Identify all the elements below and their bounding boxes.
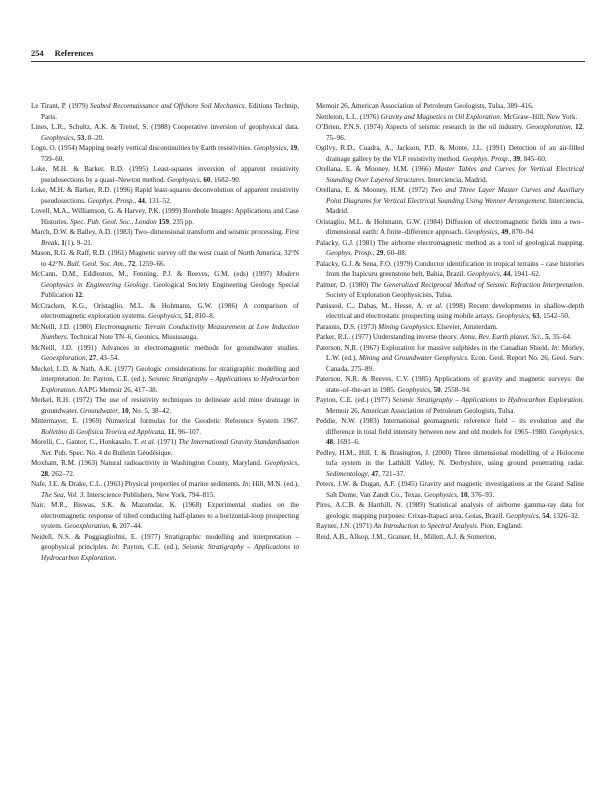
reference-entry: Morelli, C., Gantor, C., Honkasalo, T. et al. (1971) The International Gravity Standardisation Net. Pub. Spec. No. 4 du Bulletin Géodésique.: [31, 438, 299, 457]
reference-entry: Mittermayer, E. (1969) Numerical formulas for the Geodetic Reference System 1967. Bolletino di Geofisica Teorica ed Applicata, 11, 96–107.: [31, 417, 299, 436]
reference-entry: O’Brien, P.N.S. (1974) Aspects of seismic research in the oil industry. Geoexploration, 12, 75–96.: [316, 123, 585, 142]
reference-entry: Parasnis, D.S. (1973) Mining Geophysics. Elsevier, Amsterdam.: [316, 322, 498, 331]
reference-entry: Pires, A.C.B. & Harthill, N. (1989) Statistical analysis of airborne gamma-ray data for geologic mapping purposes: Crixas-Itapaci area, Goias, Brazil. Geophysics, 54, 1326–32.: [316, 501, 584, 520]
reference-entry: Parker, R.L. (1977) Understanding inverse theory. Annu. Rev. Earth planet. Sci., 5, 35–64.: [316, 333, 572, 341]
reference-entry: McNeill, J.D. (1980) Electromagnetic Terrain Conductivity Measurement at Low Induction Numbers. Technical Note TN–6, Geonics, Mississauga.: [31, 322, 300, 341]
reference-entry: Orellana, E. & Mooney, H.M. (1966) Master Tables and Curves for Vertical Electrical Sounding Over Layered Structures. Interciencia, Madrid.: [316, 165, 584, 184]
reference-column-right: [316, 101, 584, 542]
reference-entry: Paterson, N.R. (1967) Exploration for massive sulphides in the Canadian Shield. In: Morley, L.W. (ed.), Mining and Groundwater Geophysics. Econ. Geol. Report No. 26, Geol. Surv. Canada, 275–89.: [316, 343, 584, 373]
reference-entry: March, D.W. & Bailey, A.D. (1983) Two–dimensional transform and seismic processing. First Break, 1(1), 9–21.: [31, 228, 299, 247]
reference-entry: Oristaglio, M.L. & Hohmann, G.W. (1984) Diffusion of electromagnetic fields into a two–dimensional earth: A finite–difference approach. Geophysics, 49, 870–94.: [316, 217, 584, 236]
reference-entry: Nair, M.R., Biswas, S.K. & Mazumdar, K. (1968) Experimental studies on the electromagnetic response of tilted conducting half-planes to a horizontal-loop prospecting system. Geoexploration, 6, 207–44.: [31, 501, 299, 530]
reference-entry: Panissod, C., Dabas, M., Hesse, A. et al. (1998) Recent developments in shallow-depth electrical and electrostatic prospecting using mobile arrays. Geophysics, 63, 1542–50.: [316, 301, 584, 320]
reference-entry: Merkel, R.H. (1972) The use of resistivity techniques to delineate acid mine drainage in groundwater. Groundwater, 10, No. 5, 38–42.: [31, 396, 299, 415]
reference-entry: Peddie, N.W. (1983) International geomagnetic reference field – its evolution and the difference in total field intensity between new and old models for 1965–1980. Geophysics, 48, 1691–6.: [316, 417, 584, 446]
reference-entry: Palmer, D. (1980) The Generalized Reciprocal Method of Seismic Refraction Interpretation. Society of Exploration Geophysicists, Tulsa.: [316, 280, 584, 299]
reference-entry: Mason, R.G. & Raff, R.D. (1961) Magnetic survey off the west coast of North America, 32°N to 42°N. Bull. Geol. Soc. Am., 72, 1259–66.: [31, 249, 299, 268]
reference-entry: Logn, O. (1954) Mapping nearly vertical discontinuities by Earth resistivities. Geophysics, 19, 739–60.: [31, 144, 299, 163]
section-title: References: [54, 49, 94, 58]
reference-entry: Ogilvy, R.D., Cuadra, A., Jackson, P.D. & Monte, J.L. (1991) Detection of an air-filled drainage gallery by the VLF resistivity method. Geophys. Prosp., 39, 845–60.: [316, 144, 584, 163]
reference-entry: McNeill, J.D. (1991) Advances in electromagnetic methods for groundwater studies. Geoexploration, 27, 43–54.: [31, 343, 299, 362]
reference-entry: Memoir 26, American Association of Petroleum Geologists, Tulsa, 389–416.: [316, 102, 534, 110]
reference-entry: Meckel, L.D. & Nath, A.K. (1977) Geologic considerations for stratigraphic modelling and interpretation. In: Payton, C.E. (ed.), Seismic Stratigraphy – Applications to Hydrocarbon Exploration. AAPG Memoir 26, 417–38.: [31, 364, 299, 394]
reference-entry: Reid, A.B., Allsop, J.M., Granser, H., Millett, A.J. & Somerton,: [316, 532, 497, 541]
reference-entry: Palacky, G.J. (1981) The airborne electromagnetic method as a tool of geological mapping. Geophys. Prosp., 29, 60–88.: [316, 238, 584, 257]
reference-entry: Le Tirant, P. (1979) Seabed Reconnaissance and Offshore Soil Mechanics. Editions Technip, Paris.: [31, 102, 299, 121]
reference-entry: Rayner, J.N. (1971) An Introduction to Spectral Analysis. Pion, England.: [316, 522, 523, 530]
reference-entry: Payton, C.E. (ed.) (1977) Seismic Stratigraphy – Applications to Hydrocarbon Exploration. Memoir 26, American Association of Petroleum Geologists, Tulsa.: [316, 396, 584, 415]
reference-entry: Pedley, H.M., Hill, I. & Brasington, J. (2000) Three dimensional modelling of a Holocene tufa system in the Lathkill Valley, N. Derbyshire, using ground penetrating radar. Sedimentology, 47, 721–37.: [316, 448, 584, 478]
reference-column-left: [31, 101, 299, 563]
reference-entry: McCann, D.M., Eddleston, M., Fenning, P.J. & Reeves, G.M. (eds) (1997) Modern Geophysics in Engineering Geology. Geological Society Engineering Geology Special Publication 12.: [31, 270, 299, 299]
reference-entry: Nettleton, L.L. (1976) Gravity and Magnetics in Oil Exploration. McGraw–Hill, New York.: [316, 112, 578, 121]
reference-entry: Paterson, N.R. & Reeves, C.V. (1985) Applications of gravity and magnetic surveys: the state–of–the-art in 1985. Geophysics, 50, 2558–94.: [316, 375, 584, 394]
reference-entry: Nafe, J.E. & Drake, C.L. (1963) Physical properties of marine sediments. In: Hill, M.N. (ed.), The Sea, Vol. 3. Interscience Publishers, New York, 794–815.: [31, 480, 300, 499]
page-number: 254: [31, 49, 44, 58]
reference-entry: Moxham, R.M. (1963) Natural radioactivity in Washington County, Maryland. Geophysics, 28, 262–72.: [31, 459, 299, 478]
reference-entry: Lovell, M.A., Williamson, G. & Harvey, P.K. (1999) Borehole Images: Applications and Case Histories. Spec. Pub. Geol. Soc., London 159, 235 pp.: [31, 207, 299, 226]
reference-entry: Neidell, N.S. & Poggiagliolmi, E. (1977) Stratigraphic modelling and interpretation – geophysical principles. In: Payton, C.E. (ed.), Seismic Stratigraphy – Applications to Hydrocarbon Exploration.: [31, 532, 299, 562]
reference-entry: Orellana, E. & Mooney, H.M. (1972) Two and Three Layer Master Curves and Auxiliary Point Diagrams for Vertical Electrical Sounding Using Wenner Arrangement. Interciencia, Madrid.: [316, 186, 584, 215]
reference-entry: Lines, L.R., Schultz, A.K. & Treitel, S. (1988) Cooperative inversion of geophysical data. Geophysics, 53, 8–20.: [31, 123, 299, 142]
reference-entry: Palacky, G.J. & Sena, F.O. (1979) Conductor identification in tropical terrains – case histories from the Itapicuru greenstone belt, Bahia, Brazil. Geophysics, 44, 1941–62.: [316, 259, 584, 278]
reference-entry: Peters, J.W. & Dugan, A.F. (1945) Gravity and magnetic investigations at the Grand Saline Salt Dome, Van Zandt Co., Texas. Geophysics, 10, 376–93.: [316, 480, 584, 499]
reference-entry: McCracken, K.G., Oristaglio, M.L. & Hohmann, G.W. (1986) A comparison of electromagnetic exploration systems. Geophysics, 51, 810–8.: [31, 301, 299, 320]
running-header: [31, 49, 585, 62]
reference-entry: Loke, M.H. & Barker, R.D. (1996) Rapid least-squares deconvolution of apparent resistivity pseudosections. Geophys. Prosp., 44, 131–52.: [31, 186, 299, 205]
reference-entry: Loke, M.H. & Barker, R.D. (1995) Least-squares inversion of apparent resistivity pseudosections by a quasi–Newton method. Geophysics, 60, 1682–90.: [31, 165, 299, 184]
